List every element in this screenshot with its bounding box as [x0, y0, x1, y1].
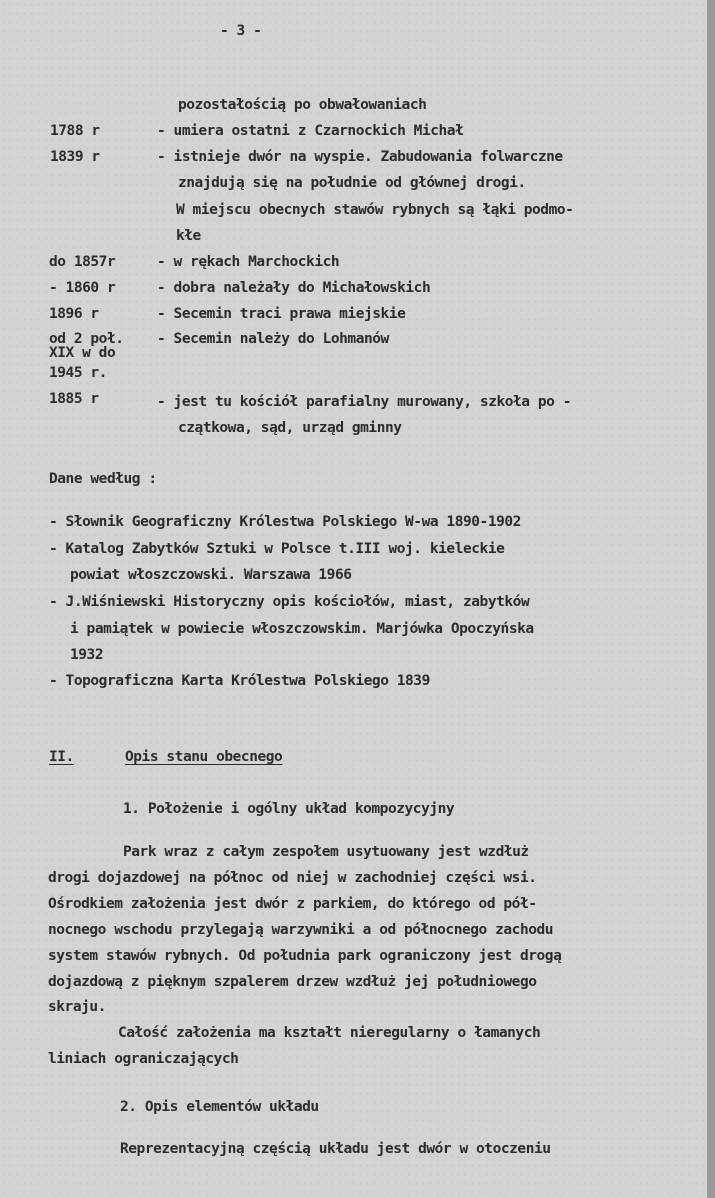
page-number: - 3 - — [220, 23, 262, 39]
body-text-line: liniach ograniczających — [48, 1051, 239, 1067]
source-item: - Słownik Geograficzny Królestwa Polskiego W-wa 1890-1902 — [49, 514, 521, 530]
section-number: II. — [49, 749, 74, 765]
history-text-line: - dobra należały do Michałowskich — [157, 280, 431, 296]
body-text-line: Całość założenia ma kształt nieregularny o łamanych — [118, 1025, 541, 1041]
history-date: do 1857r — [49, 254, 116, 270]
body-text-line: system stawów rybnych. Od południa park ograniczony jest drogą — [48, 948, 562, 964]
history-date-line: 1945 r. — [49, 365, 107, 381]
history-text-line: W miejscu obecnych stawów rybnych są łąki podmo- — [176, 202, 574, 218]
history-text-line: czątkowa, sąd, urząd gminny — [178, 420, 402, 436]
source-item-continuation: i pamiątek w powiecie włoszczowskim. Marjówka Opoczyńska — [70, 621, 534, 637]
body-text-line: Park wraz z całym zespołem usytuowany jest wzdłuż — [123, 844, 529, 860]
subsection-title: 2. Opis elementów układu — [120, 1099, 319, 1115]
history-text-line: znajdują się na południe od głównej drogi. — [178, 175, 526, 191]
history-text-line: - Secemin traci prawa miejskie — [157, 306, 406, 322]
history-date: 1885 r — [49, 391, 99, 407]
history-date-line: XIX w do — [49, 345, 116, 361]
history-date: - 1860 r — [49, 280, 116, 296]
history-date: 1839 r — [50, 149, 100, 165]
history-text-line: - jest tu kościół parafialny murowany, szkoła po - — [157, 394, 571, 410]
history-date-line: od 2 poł. — [49, 331, 124, 347]
subsection-title: 1. Położenie i ogólny układ kompozycyjny — [123, 801, 455, 817]
source-item: - Topograficzna Karta Królestwa Polskiego 1839 — [49, 673, 430, 689]
body-text-line: drogi dojazdowej na północ od niej w zachodniej części wsi. — [48, 870, 537, 886]
history-intro-line: pozostałością po obwałowaniach — [178, 97, 427, 113]
body-text-line: Ośrodkiem założenia jest dwór z parkiem, do którego od pół- — [48, 896, 537, 912]
body-text-line: skraju. — [48, 999, 106, 1015]
body-text-line: nocnego wschodu przylegają warzywniki a od północnego zachodu — [48, 922, 554, 938]
source-item: - J.Wiśniewski Historyczny opis kościołów, miast, zabytków — [49, 594, 530, 610]
section-title: Opis stanu obecnego — [125, 749, 283, 765]
history-date: 1896 r — [49, 306, 99, 322]
history-text-line: - umiera ostatni z Czarnockich Michał — [157, 123, 464, 139]
history-text-line: - istnieje dwór na wyspie. Zabudowania folwarczne — [157, 149, 563, 165]
body-text-line: Reprezentacyjną częścią układu jest dwór w otoczeniu — [120, 1141, 551, 1157]
history-text-line: - Secemin należy do Lohmanów — [157, 331, 389, 347]
body-text-line: dojazdową z pięknym szpalerem drzew wzdłuż jej południowego — [48, 974, 537, 990]
page-edge-shadow — [707, 0, 715, 1198]
history-text-line: kłe — [176, 228, 201, 244]
source-item: - Katalog Zabytków Sztuki w Polsce t.III woj. kieleckie — [49, 541, 505, 557]
source-item-continuation: 1932 — [70, 647, 104, 663]
sources-heading: Dane według : — [49, 471, 157, 487]
history-text-line: - w rękach Marchockich — [157, 254, 340, 270]
source-item-continuation: powiat włoszczowski. Warszawa 1966 — [70, 567, 352, 583]
history-date: 1788 r — [50, 123, 100, 139]
